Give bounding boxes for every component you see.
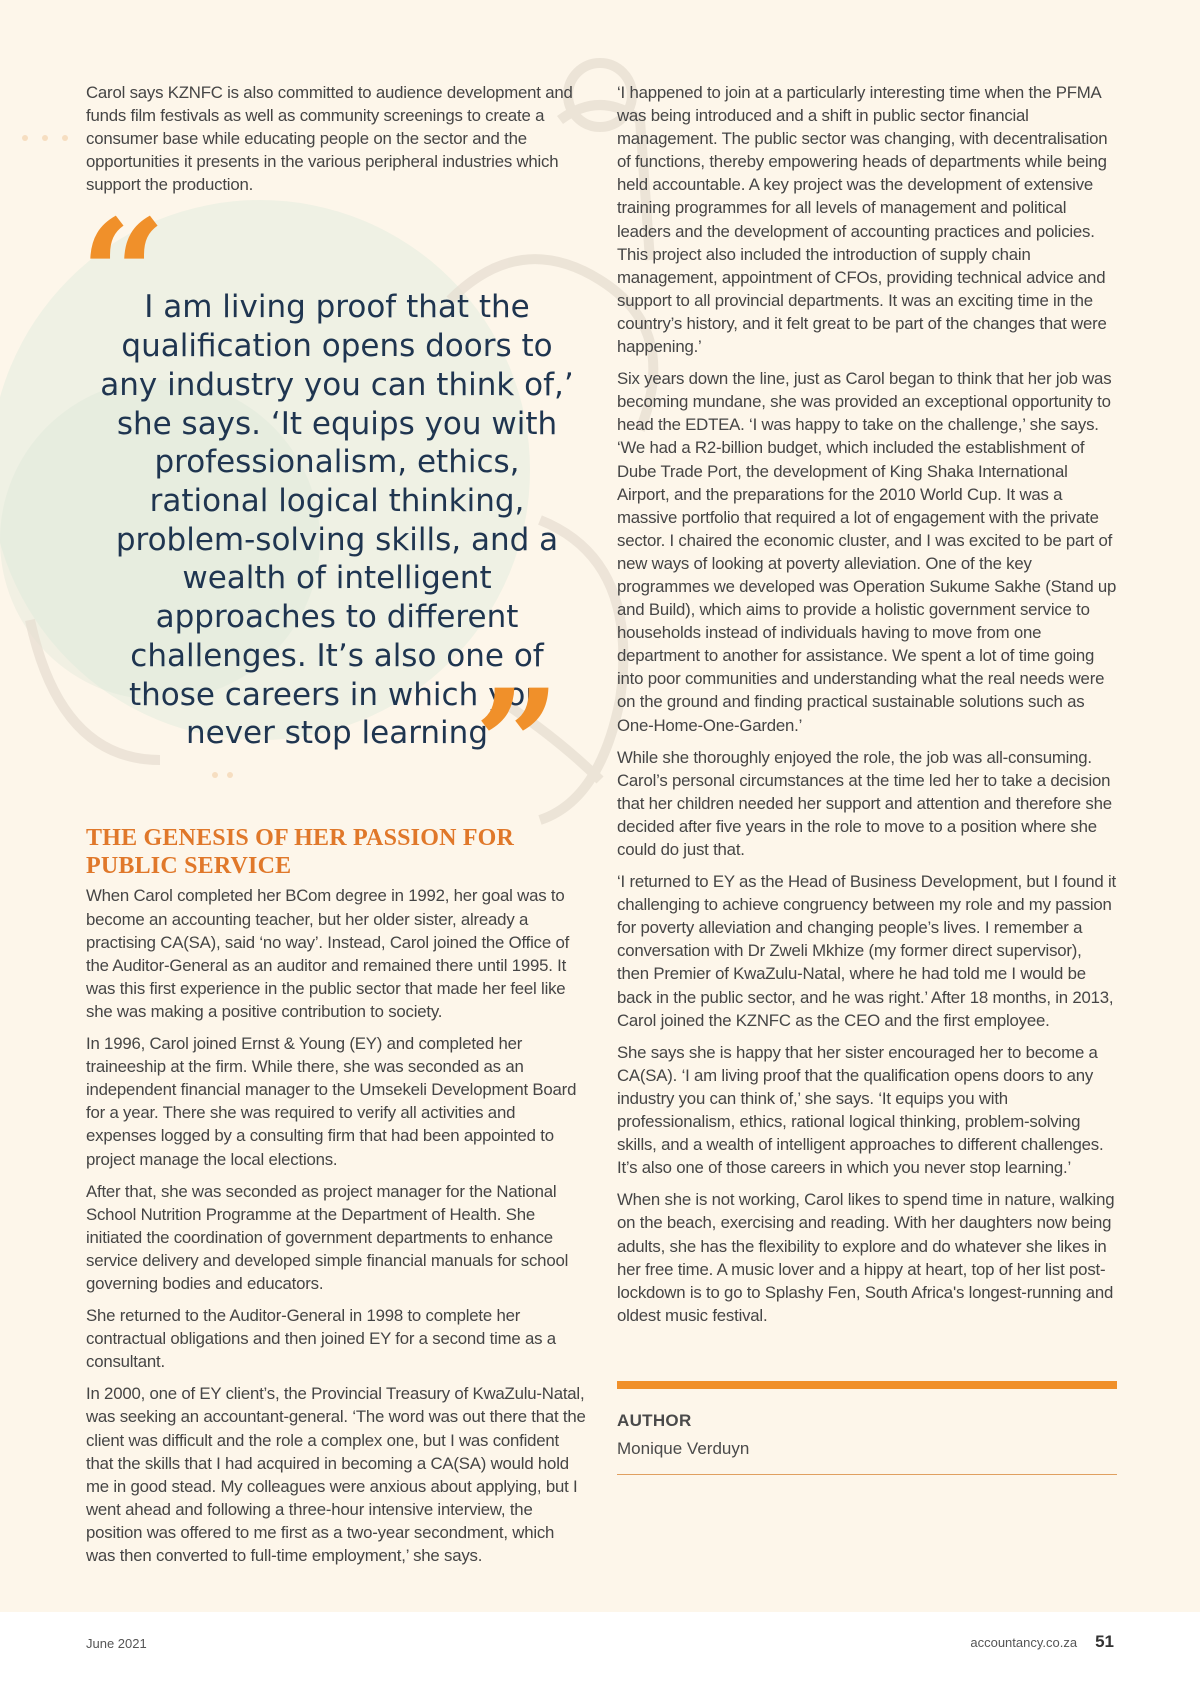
intro-paragraph: Carol says KZNFC is also committed to audience development and funds film festivals as well as community screenings to create a consumer base while educating people on the sector and the opportunities it presents in the various peripheral industries which support the production. — [86, 83, 573, 195]
body-paragraph: She says she is happy that her sister encouraged her to become a CA(SA). ‘I am living proof that the qualification opens doors to any industry you can think of,’ she says. ‘It equips you with professionalism, ethics, rational logical thinking, problem-solving skills, and a wealth of intelligent approaches to different challenges. It’s also one of those careers in which you never stop learning.’ — [617, 1042, 1104, 1178]
footer-website[interactable]: accountancy.co.za — [970, 1635, 1078, 1650]
author-name: Monique Verduyn — [617, 1438, 750, 1458]
close-quote-icon: ” — [474, 657, 561, 834]
pull-quote-text: I am living proof that the qualification opens doors to any industry you can think of,’ she says. ‘It equips you with professionalism, ethics, rational logical thinking, problem-solving skills, and a wealth of intelligent approaches to different challenges. It’s also one of those careers in which you never stop learning — [100, 289, 574, 752]
body-paragraph: In 1996, Carol joined Ernst & Young (EY) and completed her traineeship at the firm. While there, she was seconded as an independent financial manager to the Umsekeli Development Board for a year. There she was required to verify all activities and expenses logged by a consulting firm that had been appointed to project manage the local elections. — [86, 1034, 577, 1169]
body-paragraph: After that, she was seconded as project manager for the National School Nutrition Programme at the Department of Health. She initiated the coordination of government departments to enhance service delivery and developed simple financial manuals for school governing bodies and educators. — [86, 1181, 569, 1293]
left-column — [80, 81, 586, 1576]
body-paragraph: While she thoroughly enjoyed the role, the job was all-consuming. Carol’s personal circumstances at the time led her to take a decision that her children needed her support and attention and therefore she decided after five years in the role to move to a position where she could do just that. — [617, 747, 1112, 859]
body-paragraph: ‘I returned to EY as the Head of Business Development, but I found it challenging to achieve congruency between my role and my passion for poverty alleviation and changing people’s lives. I remember a conversation with Dr Zweli Mkhize (my former direct supervisor), then Premier of KwaZulu-Natal, where he had told me I would be back in the public sector, and he was right.’ After 18 months, in 2013, Carol joined the KZNFC as the CEO and the first employee. — [617, 872, 1116, 1030]
author-divider-top — [617, 1381, 1117, 1389]
body-paragraph: In 2000, one of EY client’s, the Provincial Treasury of KwaZulu-Natal, was seeking an accountant-general. ‘The word was out there that the client was difficult and the role a complex one, but I was confident that the skills that I had acquired in becoming a CA(SA) would hold me in good stead. My colleagues were anxious about applying, but I went ahead and following a three-hour intensive interview, the position was offered to me first as a two-year secondment, which was then converted to full-time employment,’ she says. — [86, 1384, 586, 1565]
body-paragraph: Six years down the line, just as Carol began to think that her job was becoming mundane, she was provided an exceptional opportunity to head the EDTEA. ‘I was happy to take on the challenge,’ she says. ‘We had a R2-billion budget, which included the establishment of Dube Trade Port, the development of King Shaka International Airport, and the preparations for the 2010 World Cup. It was a massive portfolio that required a lot of engagement with the private sector. I chaired the economic cluster, and I was excited to be part of new ways of looking at poverty alleviation. One of the key programmes we developed was Operation Sukume Sakhe (Stand up and Build), which aims to provide a holistic government service to households instead of individuals having to move from one department to another for assistance. We spent a lot of time going into poor communities and understanding what the real needs were on the ground and finding practical sustainable solutions such as One-Home-One-Garden.’ — [617, 369, 1117, 735]
footer-date: June 2021 — [86, 1636, 147, 1651]
body-paragraph: When Carol completed her BCom degree in 1992, her goal was to become an accounting teacher, but her older sister, already a practising CA(SA), said ‘no way’. Instead, Carol joined the Office of the Auditor-General as an auditor and remained there until 1995. It was this first experience in the public sector that made her feel like she was making a positive contribution to society. — [86, 886, 570, 1021]
footer-right — [970, 1632, 1114, 1652]
body-paragraph: ‘I happened to join at a particularly interesting time when the PFMA was being introduced and a shift in public sector financial management. The public sector was changing, with decentralisation of functions, thereby empowering heads of departments while being held accountable. A key project was the development of extensive training programmes for all levels of management and political leaders and the development of accounting practices and policies. This project also included the introduction of supply chain management, appointment of CFOs, providing technical advice and support to all provincial departments. It was an exciting time in the country’s history, and it felt great to be part of the changes that were happening.’ — [617, 83, 1108, 357]
body-paragraph: When she is not working, Carol likes to spend time in nature, walking on the beach, exercising and reading. With her daughters now being adults, she has the flexibility to explore and do whatever she likes in her free time. A music lover and a hippy at heart, top of her list post-lockdown is to go to Splashy Fen, South Africa's longest-running and oldest music festival. — [617, 1190, 1115, 1325]
pull-quote — [80, 187, 586, 834]
footer-band — [0, 1612, 1200, 1696]
body-paragraph: She returned to the Auditor-General in 1998 to complete her contractual obligations and then joined EY for a second time as a consultant. — [86, 1306, 556, 1372]
section-heading: THE GENESIS OF HER PASSION FOR PUBLIC SERVICE — [86, 825, 515, 880]
right-column — [617, 81, 1117, 1475]
author-divider-bottom — [617, 1474, 1117, 1475]
page-number: 51 — [1095, 1632, 1114, 1651]
author-label: AUTHOR — [617, 1410, 692, 1430]
open-quote-icon: “ — [80, 187, 167, 364]
